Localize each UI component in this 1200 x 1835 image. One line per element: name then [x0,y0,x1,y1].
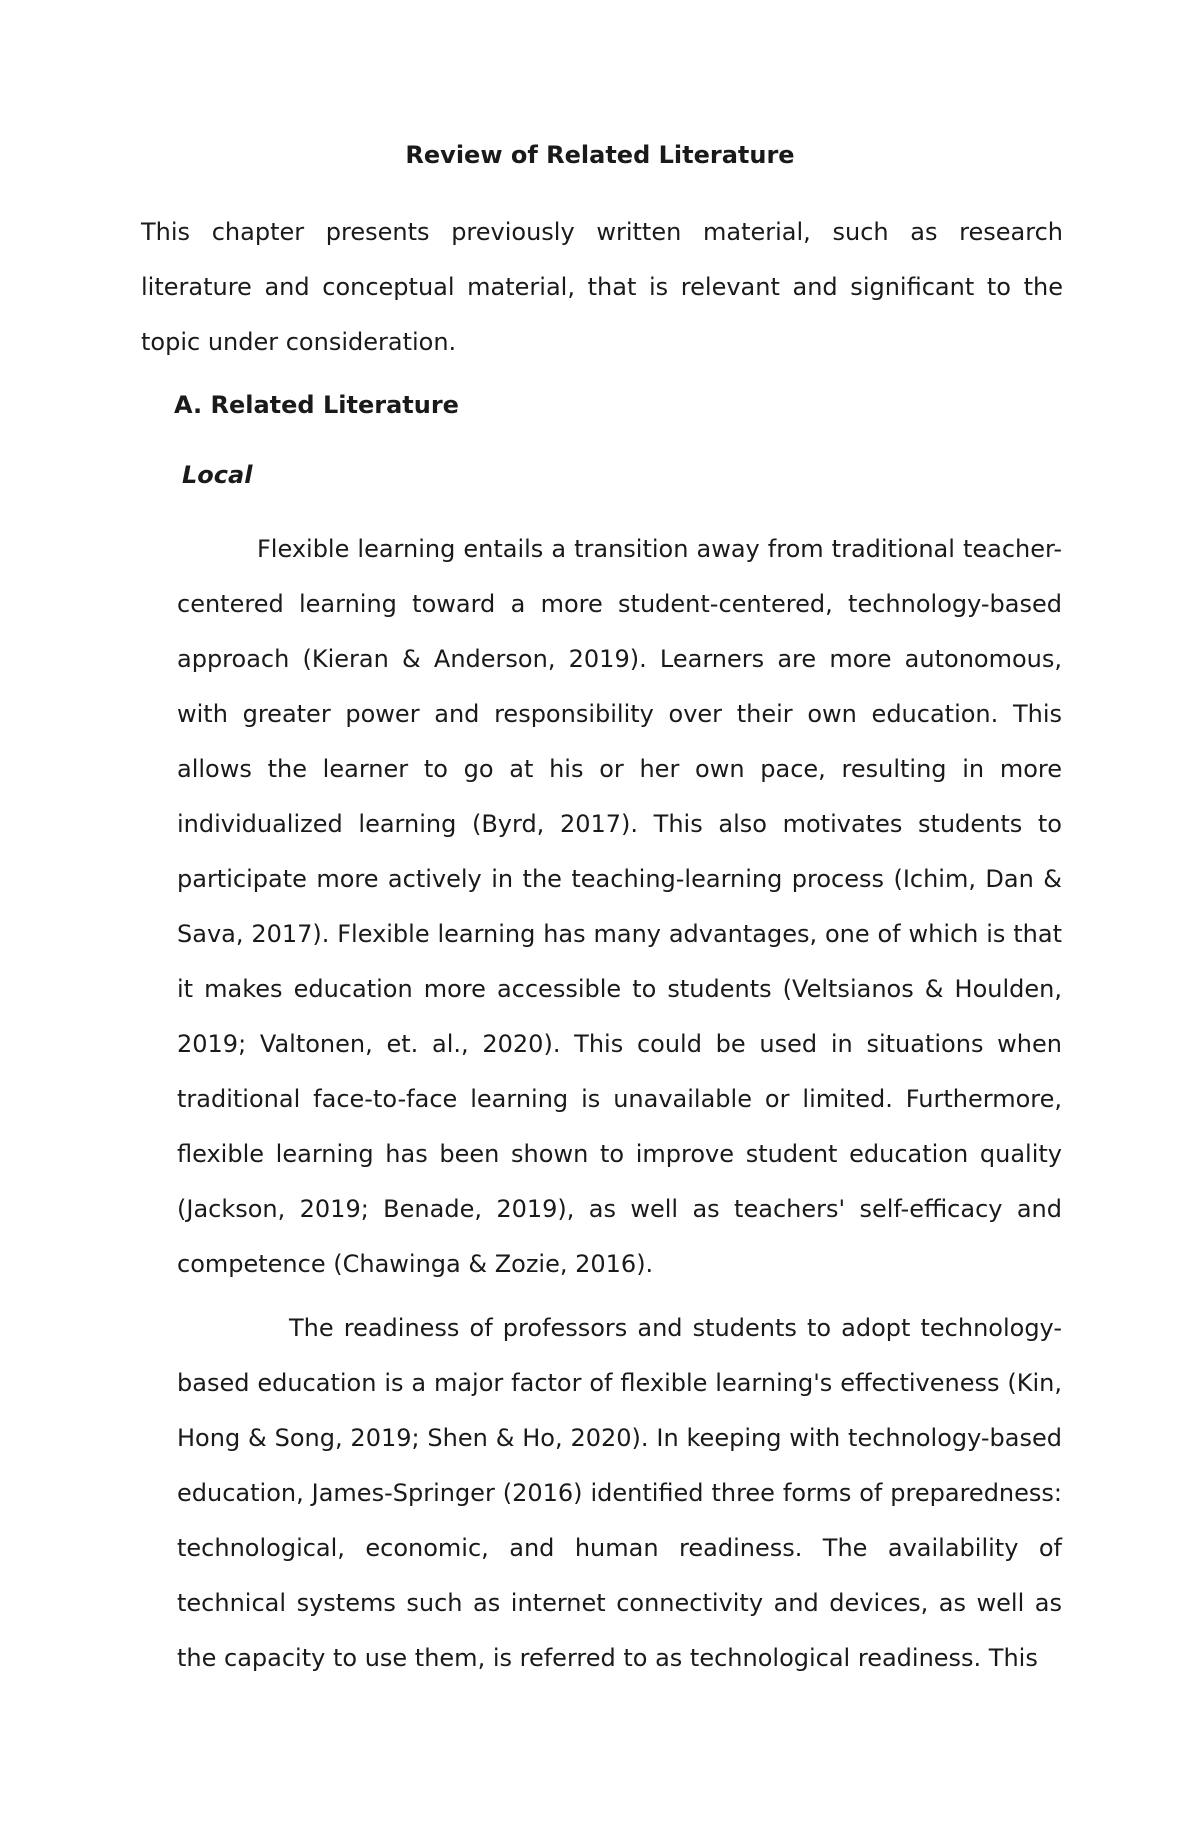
body-paragraph: Flexible learning entails a transition away from traditional teacher-centered learning toward a more student-centered, technology-based approach (Kieran & Anderson, 2019). Learners are more autonomous, with greater power and responsibility over their own education. This allows the learner to go at his or her own pace, resulting in more individualized learning (Byrd, 2017). This also motivates students to participate more actively in the teaching-learning process (Ichim, Dan & Sava, 2017). Flexible learning has many advantages, one of which is that it makes education more accessible to students (Veltsianos & Houlden, 2019; Valtonen, et. al., 2020). This could be used in situations when traditional face-to-face learning is unavailable or limited. Furthermore, flexible learning has been shown to improve student education quality (Jackson, 2019; Benade, 2019), as well as teachers' self-efficacy and competence (Chawinga & Zozie, 2016). [177,535,1062,1278]
subsection-heading: Local [182,461,253,489]
section-heading: A. Related Literature [174,391,459,419]
page-title: Review of Related Literature [405,141,795,169]
body-paragraph: The readiness of professors and students to adopt technology-based education is a major factor of flexible learning's effectiveness (Kin, Hong & Song, 2019; Shen & Ho, 2020). In keeping with technology-based education, James-Springer (2016) identified three forms of preparedness: technological, economic, and human readiness. The availability of technical systems such as internet connectivity and devices, as well as the capacity to use them, is referred to as technological readiness. This [177,1314,1062,1672]
intro-paragraph: This chapter presents previously written material, such as research literature and conceptual material, that is relevant and significant to the topic under consideration. [141,218,1063,356]
